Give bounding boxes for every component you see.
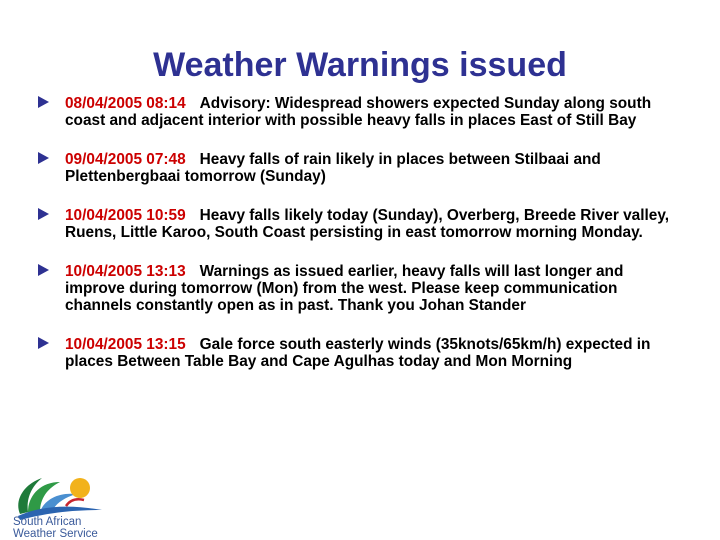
triangle-bullet-icon bbox=[38, 337, 49, 349]
warning-item bbox=[36, 263, 676, 314]
warning-timestamp: 08/04/2005 08:14 bbox=[65, 95, 186, 112]
warning-timestamp: 10/04/2005 13:13 bbox=[65, 263, 186, 280]
triangle-bullet-icon bbox=[38, 152, 49, 164]
logo-line-1: South African bbox=[13, 516, 82, 528]
saws-logo-text bbox=[13, 516, 98, 540]
warning-text: Advisory: Widespread showers expected Sunday along south coast and adjacent interior with possible heavy falls in places East of Still Bay bbox=[65, 95, 652, 129]
warning-timestamp: 10/04/2005 10:59 bbox=[65, 207, 186, 224]
triangle-bullet-icon bbox=[38, 264, 49, 276]
warnings-list bbox=[36, 95, 676, 390]
warning-item bbox=[36, 336, 676, 370]
logo-line-2: Weather Service bbox=[13, 528, 98, 540]
warning-text: Heavy falls of rain likely in places between Stilbaai and Plettenbergbaai tomorrow (Sunday) bbox=[65, 151, 601, 185]
warning-timestamp: 10/04/2005 13:15 bbox=[65, 336, 186, 353]
warning-timestamp: 09/04/2005 07:48 bbox=[65, 151, 186, 168]
triangle-bullet-icon bbox=[38, 96, 49, 108]
warning-item bbox=[36, 207, 676, 241]
triangle-bullet-icon bbox=[38, 208, 49, 220]
warning-text: Heavy falls likely today (Sunday), Overberg, Breede River valley, Ruens, Little Karoo, South Coast persisting in east tomorrow morning Monday. bbox=[65, 207, 670, 241]
warning-item bbox=[36, 151, 676, 185]
warning-item bbox=[36, 95, 676, 129]
slide-title: Weather Warnings issued bbox=[153, 46, 567, 84]
warning-text: Warnings as issued earlier, heavy falls will last longer and improve during tomorrow (Mon) from the west. Please keep communication channels constantly open as in past. Thank you Johan Stander bbox=[65, 263, 624, 314]
warning-text: Gale force south easterly winds (35knots/65km/h) expected in places Between Table Bay and Cape Agulhas today and Mon Morning bbox=[65, 336, 651, 370]
